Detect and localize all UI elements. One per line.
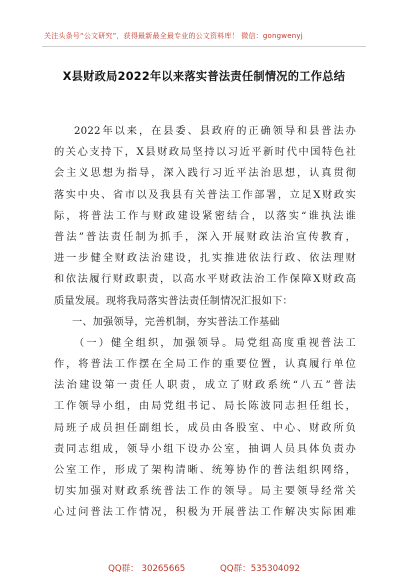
paragraph-line: 公室工作，形成了架构清晰、统筹协作的普法组织网络，	[54, 465, 356, 476]
paragraph-line: 的关心支持下，X县财政局坚持以习近平新时代中国特色社	[54, 147, 356, 159]
paragraph-line: 落实中央、省市以及我县有关普法工作部署，立足X财政实	[54, 189, 356, 201]
header-divider	[42, 46, 366, 47]
paragraph-line: 作，将普法工作摆在全局工作的重要位置，认真履行单位	[54, 359, 356, 371]
paragraph-line: 工作领导小组，由局党组书记、局长陈波同志担任组长，	[54, 401, 356, 413]
document-body	[54, 121, 356, 524]
paragraph-line: 进一步健全财政法治建设，扎实推进依法行政、依法理财	[54, 253, 356, 265]
footer-qq-group-1: QQ群： 30265665	[108, 564, 186, 574]
paragraph-line: 切实加强对财政系统普法工作的领导。局主要领导经常关	[54, 486, 356, 498]
paragraph-line: 普法”普法责任制为抓手，深入开展财政法治宣传教育，	[54, 231, 356, 243]
paragraph-line: 会主义思想为指导，深入践行习近平法治思想，认真贯彻	[54, 168, 356, 180]
paragraph-line: 和依法履行财政职责，以高水平财政法治工作保障X财政高	[54, 274, 356, 286]
paragraph-line: 心过问普法工作情况，积极为开展普法工作解决实际困难	[54, 507, 356, 519]
paragraph-line: 2022年以来，在县委、县政府的正确领导和县普法办	[74, 126, 356, 137]
document-title: X县财政局2022年以来落实普法责任制情况的工作总结	[62, 70, 346, 83]
footer	[0, 562, 408, 574]
paragraph-line: 质量发展。现将我局落实普法责任制情况汇报如下：	[54, 295, 293, 307]
footer-qq-group-2: QQ群：535304092	[220, 564, 300, 574]
paragraph-line: （一）健全组织，加强领导。局党组高度重视普法工	[74, 337, 356, 349]
section-heading: 一、加强领导，完善机制，夯实普法工作基础	[72, 316, 280, 328]
paragraph-line: 际，将普法工作与财政建设紧密结合，以落实“谁执法谁	[54, 210, 356, 222]
paragraph-line: 责同志组成，领导小组下设办公室，抽调人员具体负责办	[54, 443, 356, 455]
paragraph-line: 法治建设第一责任人职责，成立了财政系统“八五”普法	[54, 380, 356, 392]
paragraph-line: 局班子成员担任副组长，成员由各股室、中心、财政所负	[54, 422, 356, 434]
header-notice: 关注头条号“公文研究”，获得最新最全最专业的公文资料库！ 微信：gongwenyj	[44, 32, 303, 40]
